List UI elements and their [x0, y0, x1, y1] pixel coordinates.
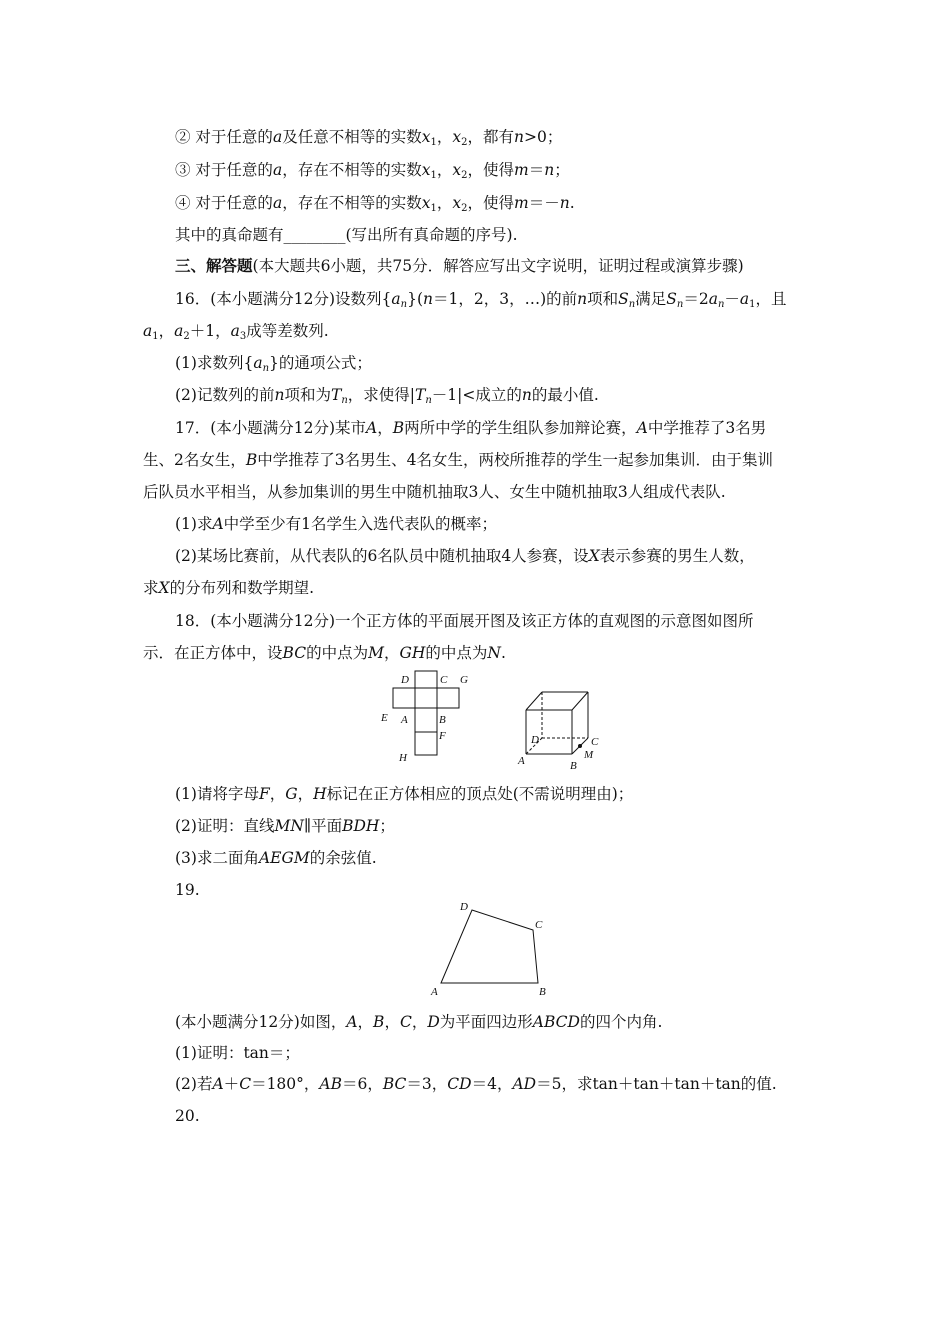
net-label-A: A [401, 714, 408, 726]
cube-label-M: M [584, 749, 594, 761]
quad-label-C: C [535, 919, 543, 931]
q17-stem-line3: 后队员水平相当，从参加集训的男生中随机抽取3人、女生中随机抽取3人组成代表队. [143, 483, 726, 501]
statement-4: ④ 对于任意的a，存在不相等的实数$x_1$，$x_2$，使得m＝－n. [175, 194, 575, 214]
statement-2: ② 对于任意的a及任意不相等的实数$x_1$，$x_2$，都有n>0； [175, 128, 563, 148]
q19-part2: (2)若A＋C＝180°，AB＝6，BC＝3，CD＝4，AD＝5，求tan＋tan＋tan＋tan的值. [175, 1075, 777, 1093]
q18-stem-line2: 示．在正方体中，设BC的中点为M，GH的中点为N. [143, 644, 506, 662]
q16-part1: (1)求数列$\{a_n\}$的通项公式； [175, 354, 372, 374]
true-propositions-blank: 其中的真命题有________(写出所有真命题的序号). [175, 226, 518, 244]
statement-3: ③ 对于任意的a，存在不相等的实数$x_1$，$x_2$，使得m＝n； [175, 161, 570, 181]
cube-figure [510, 682, 610, 774]
quad-label-B: B [539, 986, 546, 998]
net-label-D: D [401, 674, 409, 686]
q17-stem-line2: 生、2名女生，B中学推荐了3名男生、4名女生，两校所推荐的学生一起参加集训．由于集训 [143, 451, 773, 469]
q17-part2-line1: (2)某场比赛前，从代表队的6名队员中随机抽取4人参赛，设X表示参赛的男生人数， [175, 547, 755, 565]
q18-part2: (2)证明：直线MN∥平面BDH； [175, 817, 395, 835]
cube-net-figure [375, 668, 485, 768]
quad-label-A: A [431, 986, 438, 998]
q19-stem: (本小题满分12分)如图，A，B，C，D为平面四边形ABCD的四个内角. [175, 1013, 663, 1031]
net-label-G: G [460, 674, 468, 686]
net-label-C: C [440, 674, 448, 686]
quadrilateral-figure [425, 897, 555, 1000]
q16-stem-line2: $a_1$，$a_2+1$，$a_3$成等差数列. [143, 322, 329, 342]
net-label-B: B [439, 714, 446, 726]
q17-stem-line1: 17．(本小题满分12分)某市A，B两所中学的学生组队参加辩论赛，A中学推荐了3名男 [175, 419, 767, 437]
q16-stem-line1: 16．(本小题满分12分)设数列$\{a_n\}(n=1$，2，3，…)的前n项和$S_n$满足$S_n=2a_n-a_1$，且 [175, 290, 787, 310]
cube-label-D: D [531, 734, 539, 746]
q16-part2: (2)记数列的前n项和为$T_n$，求使得$|T_n-1|<$成立的n的最小值. [175, 386, 599, 406]
q18-part3: (3)求二面角AEGM的余弦值. [175, 849, 377, 867]
cube-label-C: C [591, 736, 599, 748]
net-label-H: H [399, 752, 407, 764]
section-3-heading: 三、解答题(本大题共6小题，共75分．解答应写出文字说明，证明过程或演算步骤) [175, 256, 744, 275]
point-M [578, 744, 582, 748]
q20-number: 20. [175, 1107, 200, 1125]
q18-stem-line1: 18．(本小题满分12分)一个正方体的平面展开图及该正方体的直观图的示意图如图所 [175, 612, 754, 630]
quad-label-D: D [460, 901, 468, 913]
cube-label-A: A [518, 755, 525, 767]
q19-part1: (1)证明：tan＝； [175, 1044, 300, 1062]
net-label-E: E [381, 712, 388, 724]
q18-part1: (1)请将字母F，G，H标记在正方体相应的顶点处(不需说明理由)； [175, 785, 634, 803]
net-label-F: F [439, 730, 446, 742]
q17-part2-line2: 求X的分布列和数学期望. [143, 579, 314, 597]
q17-part1: (1)求A中学至少有1名学生入选代表队的概率； [175, 515, 498, 533]
cube-label-B: B [570, 760, 577, 772]
q19-number: 19. [175, 881, 200, 899]
